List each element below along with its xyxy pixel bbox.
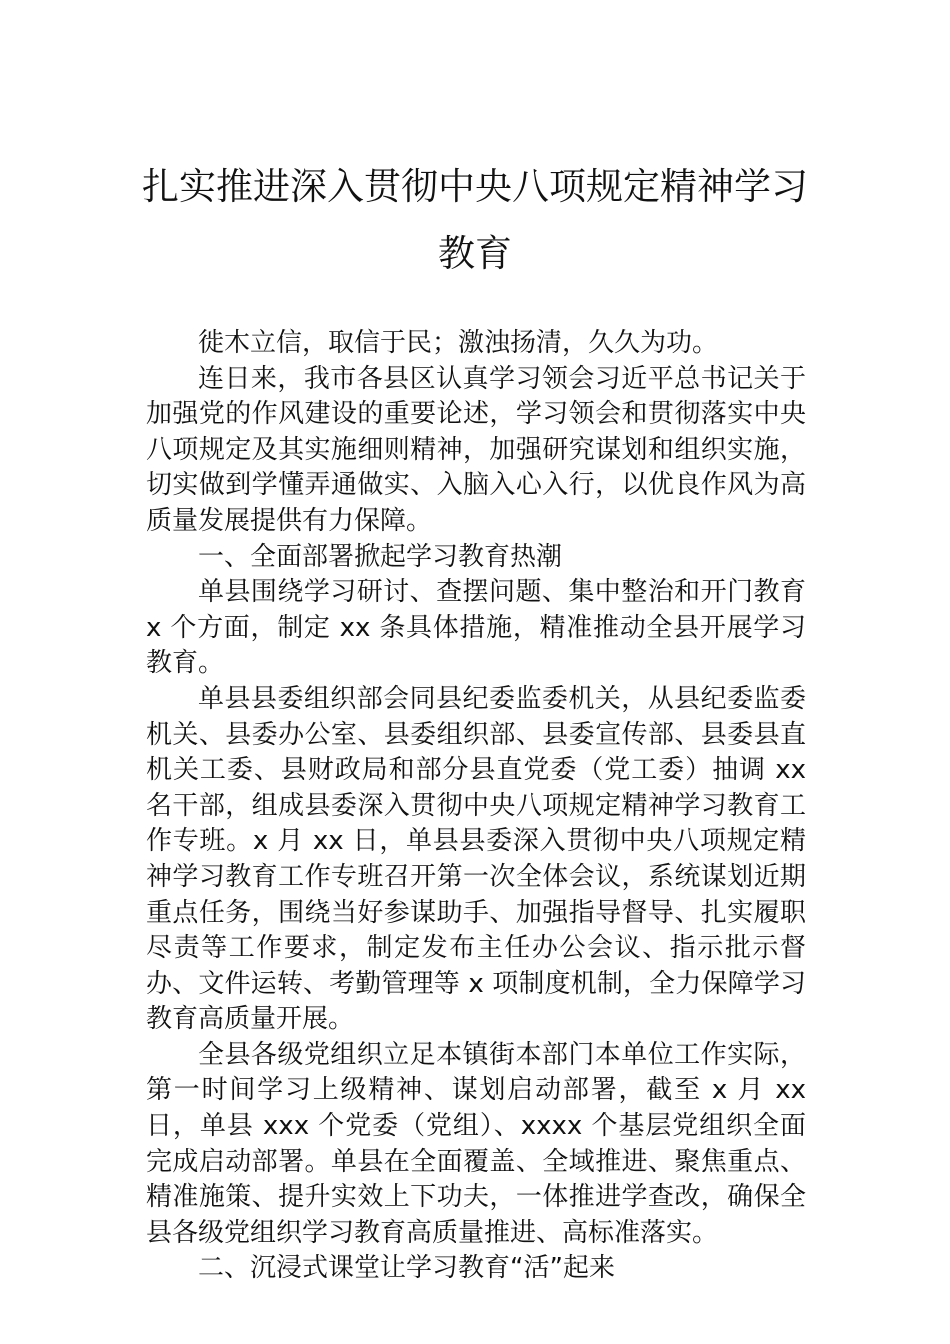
body-paragraph: 单县县委组织部会同县纪委监委机关，从县纪委监委机关、县委办公室、县委组织部、县委宣传部、县委县直机关工委、县财政局和部分县直党委（党工委）抽调 xx 名干部，组成县委深入贯彻中央八项规定精神学习教育工作专班。x 月 xx 日，单县县委深入贯彻中央八项规定精神学习教育工作专班召开第一次全体会议，系统谋划近期重点任务，围绕当好参谋助手、加强指导督导、扎实履职尽责等工作要求，制定发布主任办公会议、指示批示督办、文件运转、考勤管理等 x 项制度机制，全力保障学习教育高质量开展。 xyxy=(146,683,806,1035)
section-heading-1: 一、全面部署掀起学习教育热潮 xyxy=(198,541,563,572)
section-heading-2: 二、沉浸式课堂让学习教育“活”起来 xyxy=(198,1253,615,1284)
body-paragraph: 单县围绕学习研讨、查摆问题、集中整治和开门教育 x 个方面，制定 xx 条具体措施，精准推动全县开展学习教育。 xyxy=(146,577,806,679)
document-title-line-2: 教育 xyxy=(438,232,512,275)
document-body xyxy=(146,326,806,1287)
opening-quote: 徙木立信，取信于民；激浊扬清，久久为功。 xyxy=(198,328,719,358)
document-title-line-1: 扎实推进深入贯彻中央八项规定精神学习 xyxy=(142,165,808,208)
body-paragraph: 全县各级党组织立足本镇街本部门本单位工作实际，第一时间学习上级精神、谋划启动部署，截至 x 月 xx 日，单县 xxx 个党委（党组）、xxxx 个基层党组织全面完成启动部署。单县在全面覆盖、全域推进、聚焦重点、精准施策、提升实效上下功夫，一体推进学查改，确保全县各级党组织学习教育高质量推进、高标准落实。 xyxy=(146,1039,806,1248)
intro-paragraph: 连日来，我市各县区认真学习领会习近平总书记关于加强党的作风建设的重要论述，学习领会和贯彻落实中央八项规定及其实施细则精神，加强研究谋划和组织实施，切实做到学懂弄通做实、入脑入心入行，以优良作风为高质量发展提供有力保障。 xyxy=(146,363,806,536)
